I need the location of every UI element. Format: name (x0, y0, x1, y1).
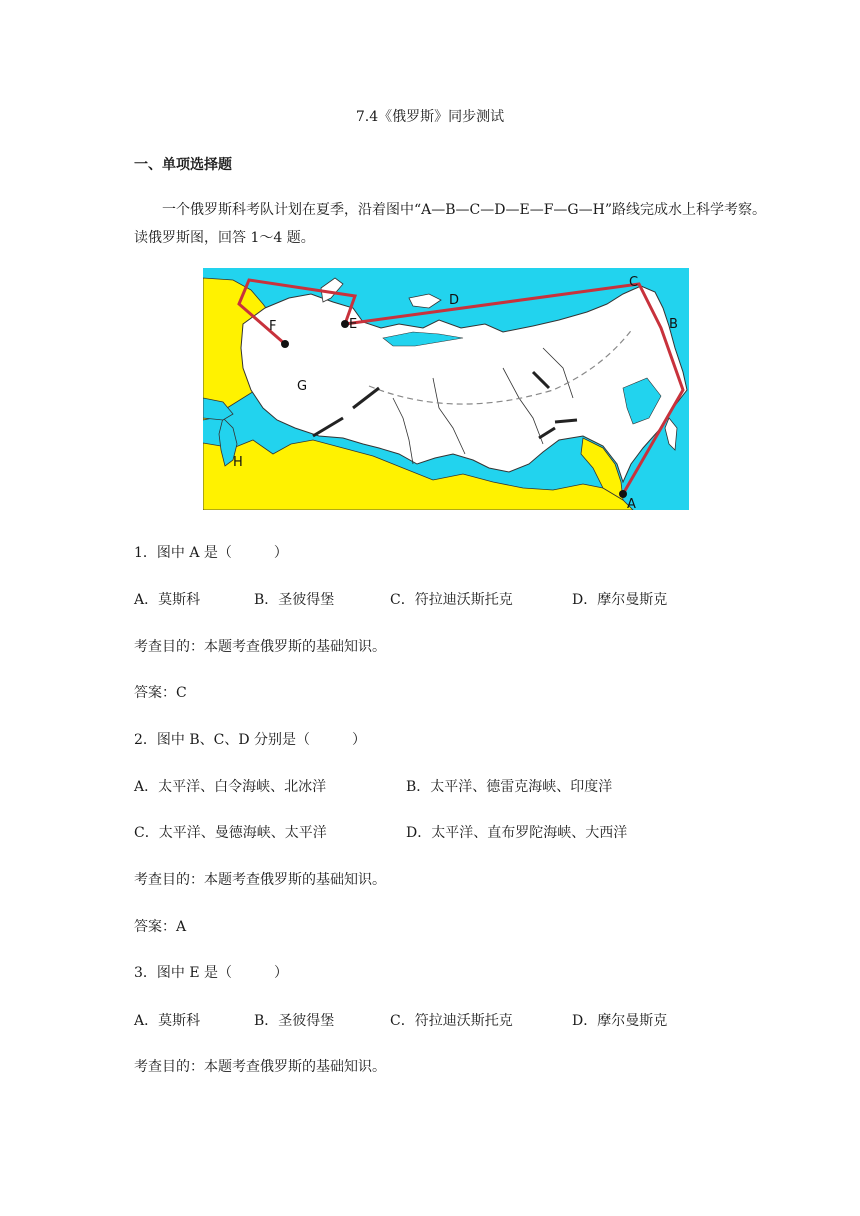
question-2-option-c: C．太平洋、曼德海峡、太平洋 (134, 825, 327, 841)
map-label-b: B (669, 317, 678, 332)
question-2-purpose: 考查目的：本题考查俄罗斯的基础知识。 (134, 872, 386, 888)
question-1-option-d: D．摩尔曼斯克 (572, 592, 668, 608)
question-1-option-b: B．圣彼得堡 (254, 592, 335, 608)
map-label-h: H (233, 455, 243, 470)
question-2-option-d: D．太平洋、直布罗陀海峡、大西洋 (406, 825, 628, 841)
map-label-g: G (297, 379, 308, 394)
map-label-d: D (449, 293, 460, 308)
map-label-f: F (269, 319, 277, 334)
russia-route-map (203, 268, 689, 510)
point-a-marker (619, 490, 627, 498)
question-3-purpose: 考查目的：本题考查俄罗斯的基础知识。 (134, 1059, 386, 1075)
question-1-option-c: C．符拉迪沃斯托克 (390, 592, 513, 608)
map-label-c: C (629, 275, 639, 290)
question-1-answer: 答案：C (134, 685, 187, 701)
question-3-option-a: A．莫斯科 (134, 1013, 201, 1029)
point-e-marker (341, 320, 349, 328)
question-2-option-a: A．太平洋、白令海峡、北冰洋 (134, 779, 327, 795)
intro-text-line1: 一个俄罗斯科考队计划在夏季，沿着图中“A—B—C—D—E—F—G—H”路线完成水上科学考察。 (162, 202, 766, 218)
question-1-option-a: A．莫斯科 (134, 592, 201, 608)
question-3-option-d: D．摩尔曼斯克 (572, 1013, 668, 1029)
question-3-stem: 3．图中 E 是（ ） (134, 965, 289, 981)
question-2-stem: 2．图中 B、C、D 分别是（ ） (134, 732, 367, 748)
question-3-option-b: B．圣彼得堡 (254, 1013, 335, 1029)
page-title: 7.4《俄罗斯》同步测试 (355, 109, 505, 125)
map-label-a: A (627, 497, 636, 510)
question-1-purpose: 考查目的：本题考查俄罗斯的基础知识。 (134, 639, 386, 655)
point-f-marker (281, 340, 289, 348)
question-3-option-c: C．符拉迪沃斯托克 (390, 1013, 513, 1029)
question-1-stem: 1．图中 A 是（ ） (134, 545, 288, 561)
question-2-option-b: B．太平洋、德雷克海峡、印度洋 (406, 779, 613, 795)
intro-text-line2: 读俄罗斯图，回答 1～4 题。 (134, 230, 315, 246)
section-heading: 一、单项选择题 (134, 157, 232, 173)
map-label-e: E (349, 317, 358, 332)
question-2-answer: 答案：A (134, 919, 187, 935)
